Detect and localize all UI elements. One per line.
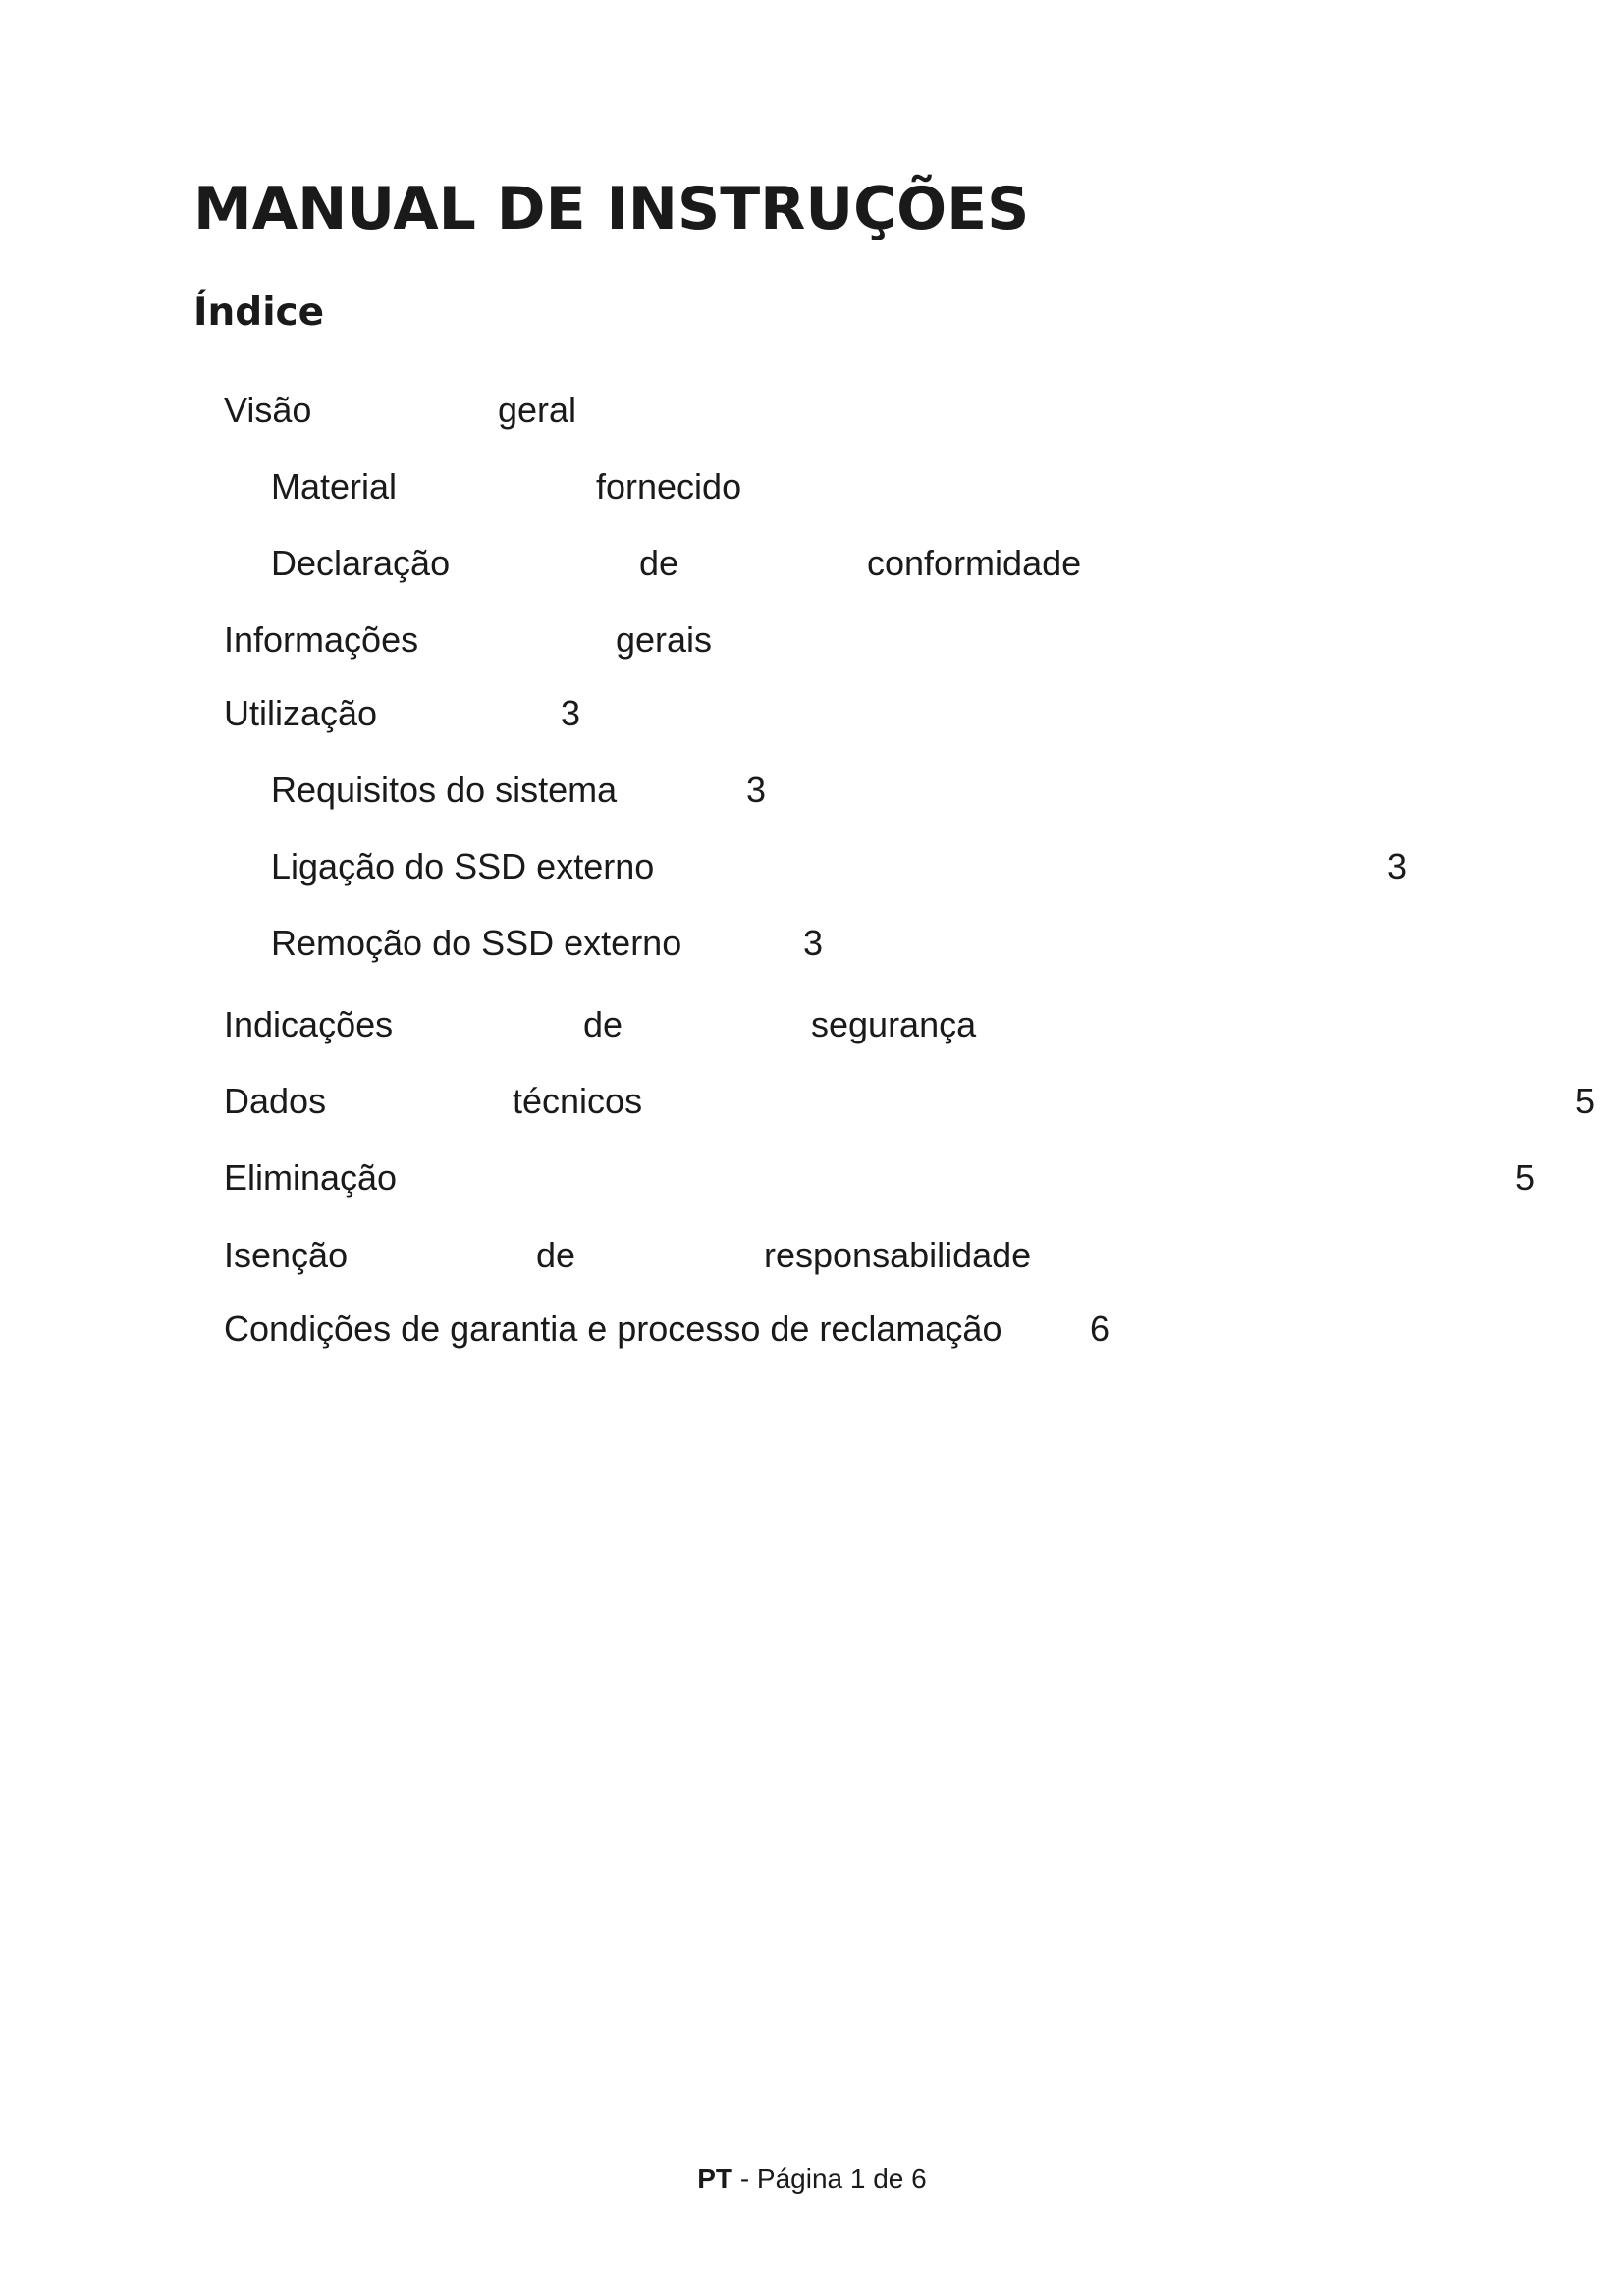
toc-entry-label: Eliminação [224,1157,398,1198]
toc-entry-word: de [639,543,679,583]
footer-page-indicator: - Página 1 de 6 [739,2163,927,2194]
toc-entry-label: Remoção do SSD externo [271,923,682,963]
toc-entry-page-number: 3 [803,923,824,963]
toc-entry-label: Requisitos do sistema [271,770,618,810]
page-number-clip [1575,1081,1596,1123]
toc-entry-word: de [536,1235,576,1275]
toc-entry-page-number: 5 [1575,1081,1596,1121]
toc-entry-word: fornecido [596,466,742,507]
toc-entry-label: Ligação do SSD externo [271,846,655,886]
toc-entry-word: Informações [224,619,419,660]
toc-heading: Índice [193,291,325,335]
toc-entry-page-number: 6 [1090,1308,1110,1349]
page-footer [0,2163,1624,2195]
toc-entry-word: de [583,1004,623,1044]
toc-entry-page-number: 5 [1515,1157,1536,1198]
toc-entry-word: técnicos [513,1081,643,1121]
toc-entry-word: segurança [811,1004,977,1044]
toc-entry-word: Indicações [224,1004,394,1044]
toc-entry-word: geral [498,390,577,430]
toc-entry-label: Condições de garantia e processo de reclamação [224,1308,1002,1349]
toc-entry-word: responsabilidade [764,1235,1032,1275]
toc-entry-page-number: 3 [561,693,581,733]
toc-entry-word: Isenção [224,1235,349,1275]
toc-entry-page-number: 3 [1387,846,1408,886]
toc-entry-word: Material [271,466,398,507]
manual-title: MANUAL DE INSTRUÇÕES [193,175,1030,243]
toc-entry-word: Visão [224,390,312,430]
toc-entry-word: Declaração [271,543,451,583]
toc-entry-word: conformidade [867,543,1082,583]
toc-entry-word: gerais [616,619,713,660]
toc-entry-page-number: 3 [746,770,767,810]
toc-entry-word: Dados [224,1081,327,1121]
footer-language-code: PT [697,2163,733,2194]
toc-entry-label: Utilização [224,693,378,733]
